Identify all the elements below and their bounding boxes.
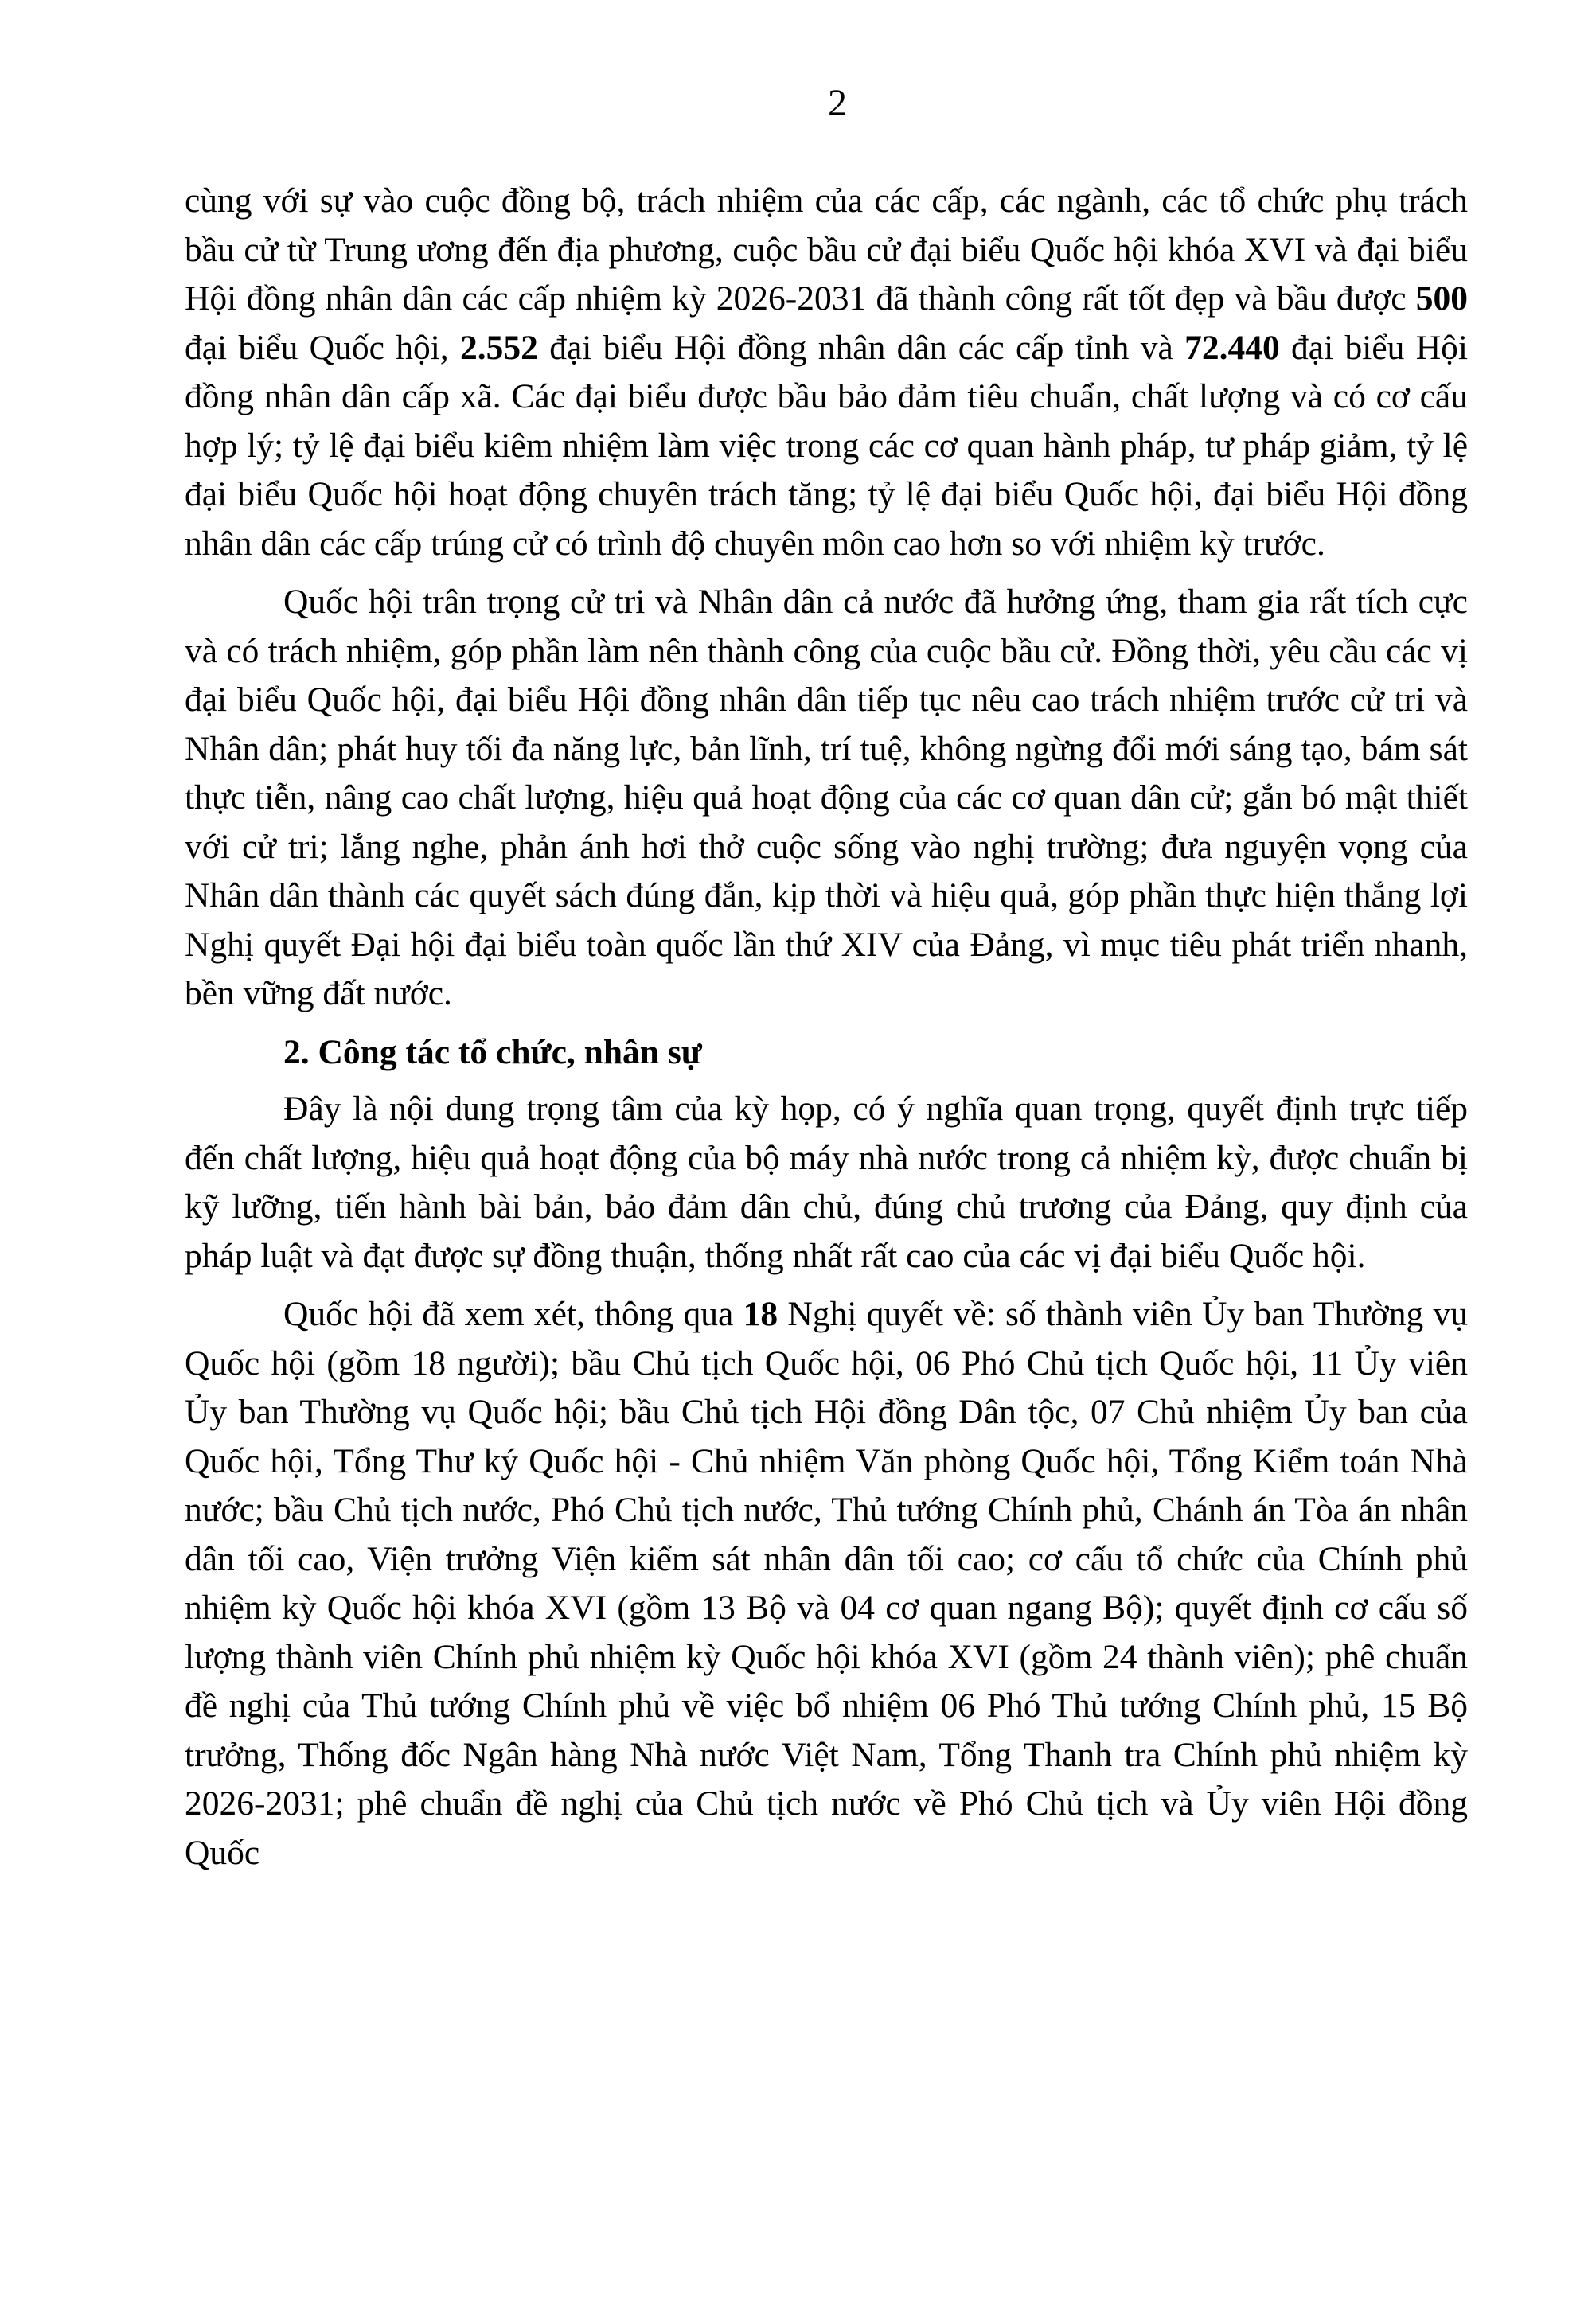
text-run: Nghị quyết về: số thành viên Ủy ban Thường vụ Quốc hội (gồm 18 người); bầu Chủ tịch Quốc hội, 06 Phó Chủ tịch Quốc hội, 11 Ủy viên Ủy ban Thường vụ Quốc hội; bầu Chủ tịch Hội đồng Dân tộc, 07 Chủ nhiệm Ủy ban của Quốc hội, Tổng Thư ký Quốc hội - Chủ nhiệm Văn phòng Quốc hội, Tổng Kiểm toán Nhà nước; bầu Chủ tịch nước, Phó Chủ tịch nước, Thủ tướng Chính phủ, Chánh án Tòa án nhân dân tối cao, Viện trưởng Viện kiểm sát nhân dân tối cao; cơ cấu tổ chức của Chính phủ nhiệm kỳ Quốc hội khóa XVI (gồm 13 Bộ và 04 cơ quan ngang Bộ); quyết định cơ cấu số lượng thành viên Chính phủ nhiệm kỳ Quốc hội khóa XVI (gồm 24 thành viên); phê chuẩn đề nghị của Thủ tướng Chính phủ về việc bổ nhiệm 06 Phó Thủ tướng Chính phủ, 15 Bộ trưởng, Thống đốc Ngân hàng Nhà nước Việt Nam, Tổng Thanh tra Chính phủ nhiệm kỳ 2026-2031; phê chuẩn đề nghị của Chủ tịch nước về Phó Chủ tịch và Ủy viên Hội đồng Quốc (185, 1295, 1468, 1872)
text-run: cùng với sự vào cuộc đồng bộ, trách nhiệm của các cấp, các ngành, các tổ chức phụ trách bầu cử từ Trung ương đến địa phương, cuộc bầu cử đại biểu Quốc hội khóa XVI và đại biểu Hội đồng nhân dân các cấp nhiệm kỳ 2026-2031 đã thành công rất tốt đẹp và bầu được (185, 181, 1468, 318)
section-heading: 2. Công tác tổ chức, nhân sự (283, 1032, 702, 1071)
paragraph-resolutions (185, 1290, 1468, 1878)
bold-figure-commune: 72.440 (1184, 328, 1280, 367)
paragraph-gratitude (185, 578, 1468, 1019)
paragraph-personnel-focus (185, 1085, 1468, 1281)
bold-figure-provincial: 2.552 (460, 328, 538, 367)
document-body (185, 177, 1468, 1887)
bold-figure-resolutions: 18 (743, 1295, 778, 1333)
text-run: đại biểu Hội đồng nhân dân cấp xã. Các đại biểu được bầu bảo đảm tiêu chuẩn, chất lượng và có cơ cấu hợp lý; tỷ lệ đại biểu kiêm nhiệm làm việc trong các cơ quan hành pháp, tư pháp giảm, tỷ lệ đại biểu Quốc hội hoạt động chuyên trách tăng; tỷ lệ đại biểu Quốc hội, đại biểu Hội đồng nhân dân các cấp trúng cử có trình độ chuyên môn cao hơn so với nhiệm kỳ trước. (185, 328, 1468, 563)
page-number: 2 (828, 82, 847, 124)
text-run: Quốc hội đã xem xét, thông qua (283, 1295, 743, 1333)
paragraph-election-results (185, 177, 1468, 568)
bold-figure-deputies: 500 (1415, 279, 1468, 318)
text-run: Quốc hội trân trọng cử tri và Nhân dân cả nước đã hưởng ứng, tham gia rất tích cực và có trách nhiệm, góp phần làm nên thành công của cuộc bầu cử. Đồng thời, yêu cầu các vị đại biểu Quốc hội, đại biểu Hội đồng nhân dân tiếp tục nêu cao trách nhiệm trước cử tri và Nhân dân; phát huy tối đa năng lực, bản lĩnh, trí tuệ, không ngừng đổi mới sáng tạo, bám sát thực tiễn, nâng cao chất lượng, hiệu quả hoạt động của các cơ quan dân cử; gắn bó mật thiết với cử tri; lắng nghe, phản ánh hơi thở cuộc sống vào nghị trường; đưa nguyện vọng của Nhân dân thành các quyết sách đúng đắn, kịp thời và hiệu quả, góp phần thực hiện thắng lợi Nghị quyết Đại hội đại biểu toàn quốc lần thứ XIV của Đảng, vì mục tiêu phát triển nhanh, bền vững đất nước. (185, 583, 1468, 1012)
text-run: Đây là nội dung trọng tâm của kỳ họp, có ý nghĩa quan trọng, quyết định trực tiếp đến chất lượng, hiệu quả hoạt động của bộ máy nhà nước trong cả nhiệm kỳ, được chuẩn bị kỹ lưỡng, tiến hành bài bản, bảo đảm dân chủ, đúng chủ trương của Đảng, quy định của pháp luật và đạt được sự đồng thuận, thống nhất rất cao của các vị đại biểu Quốc hội. (185, 1090, 1468, 1275)
text-run: đại biểu Quốc hội, (185, 328, 461, 367)
text-run: đại biểu Hội đồng nhân dân các cấp tỉnh và (537, 328, 1185, 367)
